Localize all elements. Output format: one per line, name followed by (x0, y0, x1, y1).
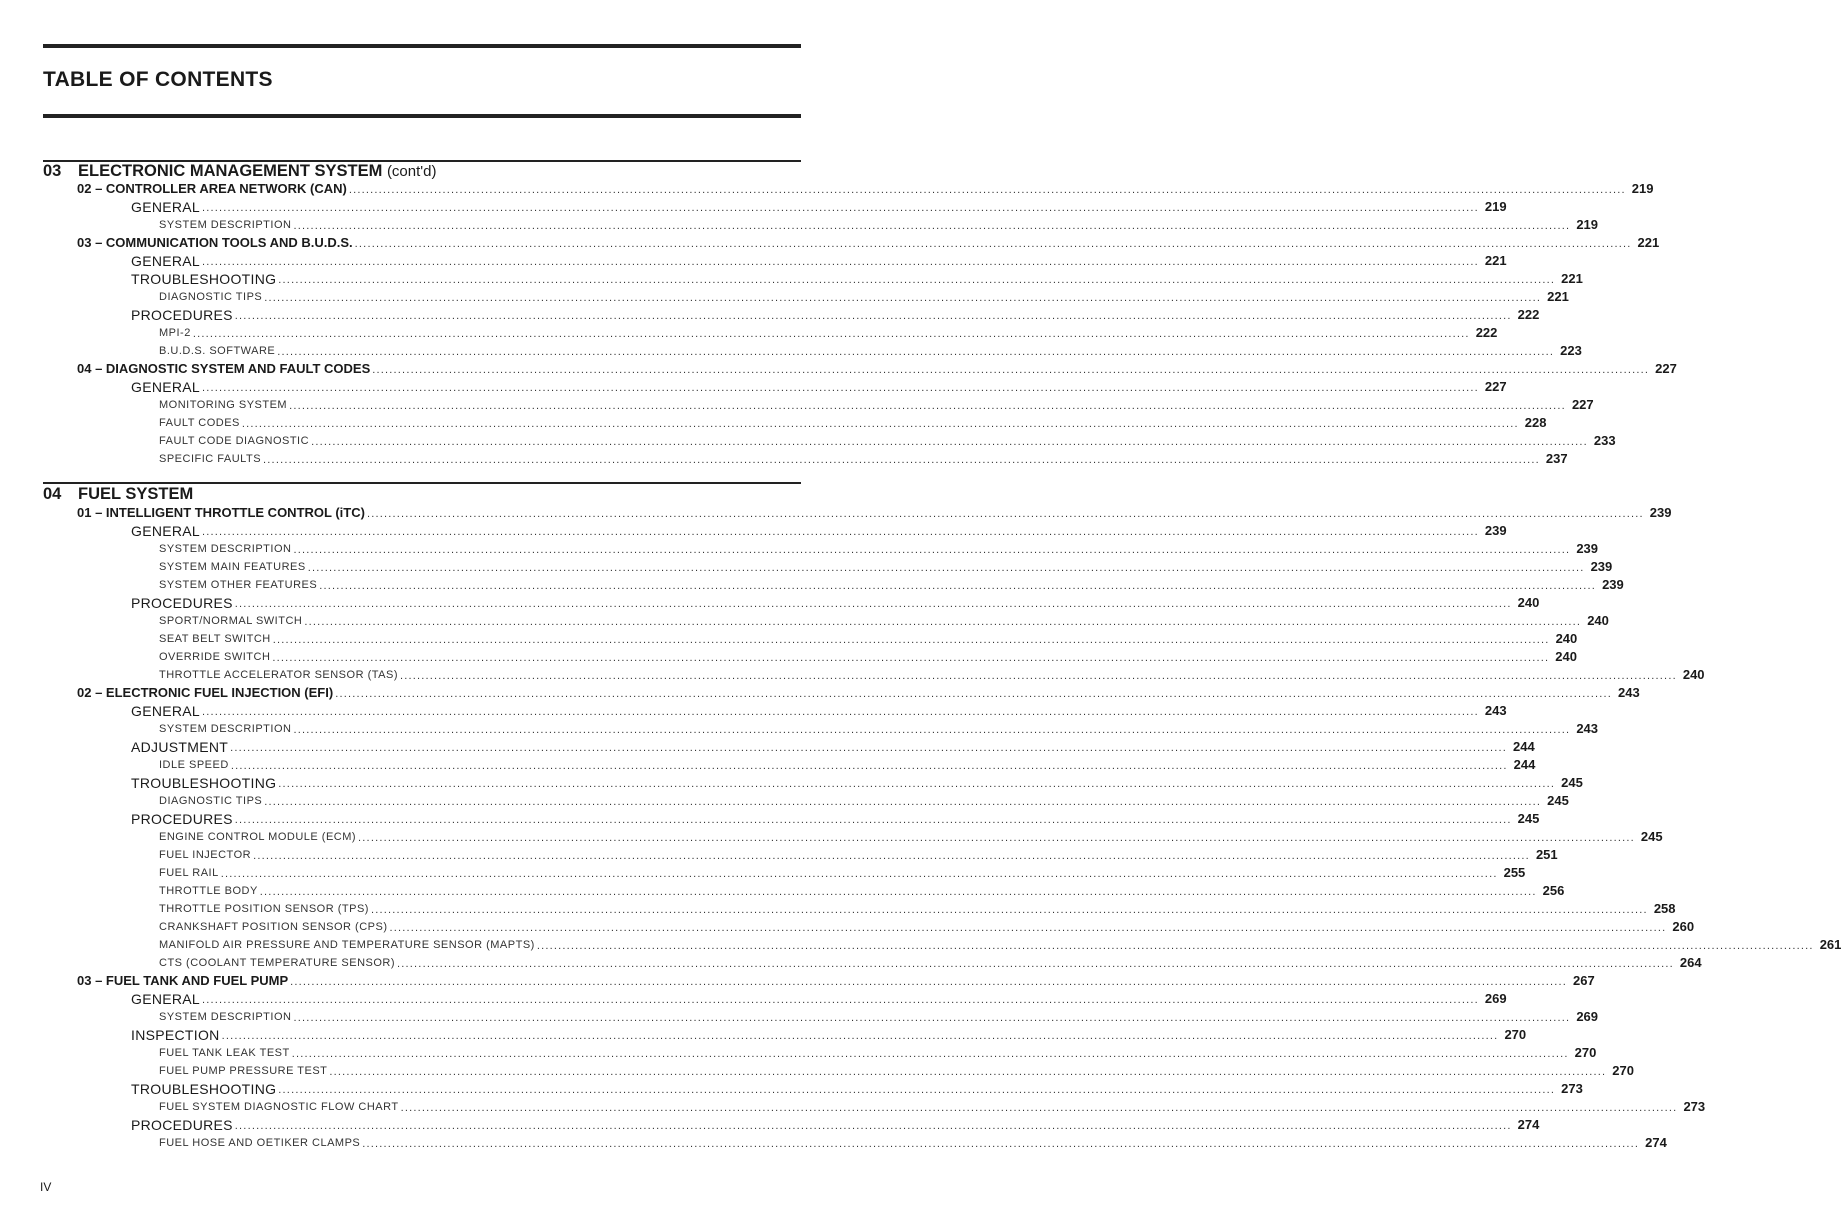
toc-entry-page: 221 (1637, 235, 1660, 250)
toc-entry[interactable] (43, 576, 1624, 594)
dot-leader: ............................................................................................................................................................................................................................................................................................................ (221, 1030, 1499, 1042)
dot-leader: ............................................................................................................................................................................................................................................................................................................ (348, 184, 1626, 196)
toc-entry-label: DIAGNOSTIC TIPS (159, 291, 263, 303)
section-04-rule (43, 482, 801, 484)
toc-entry-label: SPORT/NORMAL SWITCH (159, 615, 303, 627)
toc-entry[interactable] (43, 684, 1640, 702)
toc-entry-label: FUEL RAIL (159, 867, 219, 879)
toc-entry-page: 245 (1547, 793, 1569, 808)
toc-entry-page: 245 (1561, 775, 1583, 790)
toc-entry[interactable] (43, 1116, 1540, 1134)
toc-entry-label: SYSTEM DESCRIPTION (159, 219, 292, 231)
dot-leader: ............................................................................................................................................................................................................................................................................................................ (293, 1012, 1571, 1024)
section-04-heading (43, 485, 193, 504)
toc-entry[interactable] (43, 216, 1599, 234)
toc-entry[interactable] (43, 846, 1558, 864)
toc-entry-page: 221 (1561, 271, 1583, 286)
dot-leader: ............................................................................................................................................................................................................................................................................................................ (335, 688, 1613, 700)
toc-entry[interactable] (43, 288, 1569, 306)
toc-entry-label: SPECIFIC FAULTS (159, 453, 262, 465)
toc-entry-label: B.U.D.S. SOFTWARE (159, 345, 276, 357)
dot-leader: ............................................................................................................................................................................................................................................................................................................ (307, 562, 1585, 574)
toc-entry[interactable] (43, 450, 1568, 468)
dot-leader: ............................................................................................................................................................................................................................................................................................................ (389, 922, 1667, 934)
toc-entry-label: GENERAL (131, 991, 201, 1007)
toc-entry-page: 222 (1517, 307, 1540, 322)
toc-entry[interactable] (43, 774, 1583, 792)
toc-entry-label: 03 – FUEL TANK AND FUEL PUMP (77, 973, 289, 988)
top-rule (43, 44, 801, 48)
toc-entry-page: 221 (1484, 253, 1507, 268)
toc-entry-page: 222 (1475, 325, 1498, 340)
dot-leader: ............................................................................................................................................................................................................................................................................................................ (366, 508, 1644, 520)
toc-entry[interactable] (43, 396, 1594, 414)
page-number: IV (40, 1180, 52, 1194)
toc-entry-label: GENERAL (131, 199, 201, 215)
toc-entry[interactable] (43, 738, 1535, 756)
toc-entry[interactable] (43, 990, 1507, 1008)
dot-leader: ............................................................................................................................................................................................................................................................................................................ (289, 400, 1566, 412)
dot-leader: ............................................................................................................................................................................................................................................................................................................ (293, 220, 1571, 232)
toc-entry-page: 221 (1547, 289, 1569, 304)
toc-entry[interactable] (43, 756, 1536, 774)
toc-entry-label: 03 – COMMUNICATION TOOLS AND B.U.D.S. (77, 235, 353, 250)
toc-entry-label: PROCEDURES (131, 811, 233, 827)
dot-leader: ............................................................................................................................................................................................................................................................................................................ (277, 346, 1555, 358)
dot-leader: ............................................................................................................................................................................................................................................................................................................ (372, 364, 1650, 376)
toc-entry-label: PROCEDURES (131, 595, 233, 611)
toc-entry-page: 273 (1561, 1081, 1583, 1096)
dot-leader: ............................................................................................................................................................................................................................................................................................................ (293, 544, 1571, 556)
dot-leader: ............................................................................................................................................................................................................................................................................................................ (202, 202, 1479, 214)
dot-leader: ............................................................................................................................................................................................................................................................................................................ (290, 976, 1568, 988)
toc-entry[interactable] (43, 594, 1540, 612)
toc-entry-label: FAULT CODE DIAGNOSTIC (159, 435, 310, 447)
toc-entry[interactable] (43, 324, 1498, 342)
toc-entry[interactable] (43, 702, 1507, 720)
toc-entry[interactable] (43, 630, 1578, 648)
toc-entry-label: THROTTLE POSITION SENSOR (TPS) (159, 903, 369, 915)
dot-leader: ............................................................................................................................................................................................................................................................................................................ (202, 526, 1479, 538)
toc-entry-label: INSPECTION (131, 1027, 220, 1043)
toc-entry-label: SYSTEM DESCRIPTION (159, 1011, 292, 1023)
toc-entry-page: 270 (1612, 1063, 1634, 1078)
toc-entry-page: 243 (1576, 721, 1599, 736)
dot-leader: ............................................................................................................................................................................................................................................................................................................ (202, 256, 1479, 268)
toc-entry-label: THROTTLE ACCELERATOR SENSOR (TAS) (159, 669, 398, 681)
toc-entry[interactable] (43, 198, 1507, 216)
dot-leader: ............................................................................................................................................................................................................................................................................................................ (234, 598, 1512, 610)
toc-entry[interactable] (43, 954, 1702, 972)
toc-entry[interactable] (43, 810, 1540, 828)
toc-entry-page: 243 (1484, 703, 1507, 718)
toc-entry[interactable] (43, 414, 1547, 432)
dot-leader: ............................................................................................................................................................................................................................................................................................................ (234, 1120, 1512, 1132)
toc-entry[interactable] (43, 864, 1526, 882)
toc-entry-label: CTS (COOLANT TEMPERATURE SENSOR) (159, 957, 396, 969)
toc-entry-page: 227 (1484, 379, 1507, 394)
toc-entry-label: PROCEDURES (131, 1117, 233, 1133)
dot-leader: ............................................................................................................................................................................................................................................................................................................ (400, 1102, 1678, 1114)
toc-entry-page: 239 (1484, 523, 1507, 538)
toc-entry[interactable] (43, 972, 1595, 990)
toc-entry-page: 239 (1590, 559, 1613, 574)
toc-entry[interactable] (43, 306, 1540, 324)
toc-entry-label: PROCEDURES (131, 307, 233, 323)
toc-entry-page: 264 (1679, 955, 1702, 970)
toc-entry[interactable] (43, 540, 1599, 558)
dot-leader: ............................................................................................................................................................................................................................................................................................................ (329, 1066, 1607, 1078)
dot-leader: ............................................................................................................................................................................................................................................................................................................ (192, 328, 1470, 340)
section-continued-note: (cont'd) (386, 163, 437, 180)
toc-entry-label: ENGINE CONTROL MODULE (ECM) (159, 831, 357, 843)
toc-entry-label: OVERRIDE SWITCH (159, 651, 271, 663)
toc-entry-label: MONITORING SYSTEM (159, 399, 288, 411)
toc-entry-page: 258 (1653, 901, 1676, 916)
toc-entry-label: FUEL SYSTEM DIAGNOSTIC FLOW CHART (159, 1101, 399, 1113)
toc-entry-label: 02 – CONTROLLER AREA NETWORK (CAN) (77, 181, 347, 196)
toc-entry-page: 223 (1560, 343, 1582, 358)
toc-entry[interactable] (43, 1026, 1527, 1044)
dot-leader: ............................................................................................................................................................................................................................................................................................................ (220, 868, 1498, 880)
toc-entry-label: MANIFOLD AIR PRESSURE AND TEMPERATURE SENSOR (MAPTS) (159, 939, 535, 951)
toc-entry-page: 260 (1672, 919, 1695, 934)
section-number: 04 (43, 485, 62, 503)
toc-entry[interactable] (43, 270, 1583, 288)
dot-leader: ............................................................................................................................................................................................................................................................................................................ (278, 778, 1556, 790)
toc-entry-label: CRANKSHAFT POSITION SENSOR (CPS) (159, 921, 388, 933)
toc-entry-page: 227 (1655, 361, 1677, 376)
dot-leader: ............................................................................................................................................................................................................................................................................................................ (202, 382, 1479, 394)
toc-entry-label: 04 – DIAGNOSTIC SYSTEM AND FAULT CODES (77, 361, 371, 376)
toc-entry-page: 269 (1576, 1009, 1599, 1024)
toc-entry-page: 219 (1484, 199, 1507, 214)
toc-entry-label: GENERAL (131, 523, 201, 539)
toc-entry-label: TROUBLESHOOTING (131, 1081, 277, 1097)
toc-entry[interactable] (43, 918, 1695, 936)
toc-entry-label: TROUBLESHOOTING (131, 271, 277, 287)
toc-entry-label: GENERAL (131, 379, 201, 395)
dot-leader: ............................................................................................................................................................................................................................................................................................................ (253, 850, 1530, 862)
dot-leader: ............................................................................................................................................................................................................................................................................................................ (264, 292, 1542, 304)
toc-entry-label: SEAT BELT SWITCH (159, 633, 271, 645)
toc-entry[interactable] (43, 504, 1672, 522)
title-rule (43, 114, 801, 118)
dot-leader: ............................................................................................................................................................................................................................................................................................................ (354, 238, 1632, 250)
toc-entry-page: 240 (1682, 667, 1705, 682)
toc-entry-page: 233 (1593, 433, 1616, 448)
toc-entry[interactable] (43, 1062, 1634, 1080)
toc-entry[interactable] (43, 792, 1569, 810)
toc-entry-label: FUEL PUMP PRESSURE TEST (159, 1065, 328, 1077)
toc-entry-label: FAULT CODES (159, 417, 240, 429)
toc-entry-page: 219 (1576, 217, 1599, 232)
toc-entry-label: ADJUSTMENT (131, 739, 229, 755)
toc-entry-page: 244 (1512, 739, 1535, 754)
toc-entry[interactable] (43, 378, 1507, 396)
section-title: ELECTRONIC MANAGEMENT SYSTEM (78, 162, 383, 180)
dot-leader: ............................................................................................................................................................................................................................................................................................................ (278, 1084, 1556, 1096)
toc-entry-label: FUEL INJECTOR (159, 849, 252, 861)
toc-entry-label: 01 – INTELLIGENT THROTTLE CONTROL (iTC) (77, 505, 365, 520)
dot-leader: ............................................................................................................................................................................................................................................................................................................ (311, 436, 1588, 448)
toc-entry-page: 255 (1503, 865, 1526, 880)
dot-leader: ............................................................................................................................................................................................................................................................................................................ (259, 886, 1537, 898)
toc-entry-page: 240 (1555, 631, 1578, 646)
dot-leader: ............................................................................................................................................................................................................................................................................................................ (263, 454, 1540, 466)
toc-entry-page: 239 (1602, 577, 1624, 592)
toc-entry-page: 269 (1484, 991, 1507, 1006)
toc-entry-page: 228 (1524, 415, 1547, 430)
dot-leader: ............................................................................................................................................................................................................................................................................................................ (264, 796, 1542, 808)
toc-entry-page: 227 (1571, 397, 1594, 412)
toc-entry[interactable] (43, 612, 1609, 630)
dot-leader: ............................................................................................................................................................................................................................................................................................................ (536, 940, 1814, 952)
dot-leader: ............................................................................................................................................................................................................................................................................................................ (230, 760, 1508, 772)
dot-leader: ............................................................................................................................................................................................................................................................................................................ (234, 814, 1512, 826)
toc-entry-page: 270 (1504, 1027, 1527, 1042)
section-number: 03 (43, 162, 62, 180)
toc-entry-label: MPI-2 (159, 327, 191, 339)
dot-leader: ............................................................................................................................................................................................................................................................................................................ (358, 832, 1635, 844)
toc-entry-page: 256 (1542, 883, 1565, 898)
toc-entry[interactable] (43, 180, 1654, 198)
dot-leader: ............................................................................................................................................................................................................................................................................................................ (278, 274, 1556, 286)
toc-entry[interactable] (43, 1098, 1706, 1116)
toc-entry[interactable] (43, 1080, 1583, 1098)
toc-entry-label: DIAGNOSTIC TIPS (159, 795, 263, 807)
dot-leader: ............................................................................................................................................................................................................................................................................................................ (234, 310, 1512, 322)
toc-entry-page: 273 (1683, 1099, 1706, 1114)
toc-entry-page: 274 (1517, 1117, 1540, 1132)
toc-entry[interactable] (43, 522, 1507, 540)
toc-entry-page: 239 (1649, 505, 1672, 520)
toc-entry-page: 237 (1545, 451, 1568, 466)
section-title: FUEL SYSTEM (78, 485, 194, 503)
toc-entry-page: 274 (1645, 1135, 1667, 1150)
toc-entry-label: SYSTEM MAIN FEATURES (159, 561, 306, 573)
toc-entry-page: 270 (1574, 1045, 1597, 1060)
dot-leader: ............................................................................................................................................................................................................................................................................................................ (272, 634, 1550, 646)
toc-entry[interactable] (43, 828, 1663, 846)
dot-leader: ............................................................................................................................................................................................................................................................................................................ (370, 904, 1648, 916)
dot-leader: ............................................................................................................................................................................................................................................................................................................ (230, 742, 1507, 754)
toc-entry-page: 261 (1819, 937, 1841, 952)
toc-entry[interactable] (43, 648, 1577, 666)
toc-entry[interactable] (43, 900, 1676, 918)
toc-entry[interactable] (43, 1044, 1597, 1062)
toc-entry[interactable] (43, 882, 1565, 900)
dot-leader: ............................................................................................................................................................................................................................................................................................................ (202, 994, 1479, 1006)
toc-entry-label: GENERAL (131, 253, 201, 269)
toc-entry-page: 219 (1631, 181, 1654, 196)
toc-entry[interactable] (43, 252, 1507, 270)
toc-entry-label: FUEL TANK LEAK TEST (159, 1047, 290, 1059)
toc-entry-page: 240 (1517, 595, 1540, 610)
dot-leader: ............................................................................................................................................................................................................................................................................................................ (291, 1048, 1569, 1060)
toc-entry[interactable] (43, 1134, 1667, 1152)
dot-leader: ............................................................................................................................................................................................................................................................................................................ (397, 958, 1674, 970)
toc-entry[interactable] (43, 360, 1677, 378)
toc-entry[interactable] (43, 558, 1613, 576)
toc-entry-page: 267 (1573, 973, 1595, 988)
toc-entry-page: 239 (1576, 541, 1599, 556)
dot-leader: ............................................................................................................................................................................................................................................................................................................ (304, 616, 1582, 628)
dot-leader: ............................................................................................................................................................................................................................................................................................................ (319, 580, 1597, 592)
dot-leader: ............................................................................................................................................................................................................................................................................................................ (241, 418, 1519, 430)
toc-entry-label: FUEL HOSE AND OETIKER CLAMPS (159, 1137, 361, 1149)
toc-entry[interactable] (43, 1008, 1599, 1026)
toc-entry-page: 245 (1517, 811, 1540, 826)
toc-entry[interactable] (43, 234, 1660, 252)
toc-entry-page: 251 (1535, 847, 1558, 862)
toc-entry-label: SYSTEM DESCRIPTION (159, 543, 292, 555)
toc-entry-page: 244 (1513, 757, 1536, 772)
toc-entry[interactable] (43, 720, 1599, 738)
toc-entry-label: IDLE SPEED (159, 759, 229, 771)
dot-leader: ............................................................................................................................................................................................................................................................................................................ (293, 724, 1571, 736)
toc-entry-label: GENERAL (131, 703, 201, 719)
page-title: TABLE OF CONTENTS (43, 68, 273, 91)
toc-entry-page: 243 (1618, 685, 1640, 700)
toc-entry[interactable] (43, 936, 1841, 954)
toc-entry[interactable] (43, 432, 1616, 450)
toc-entry-page: 240 (1587, 613, 1609, 628)
toc-entry-label: SYSTEM OTHER FEATURES (159, 579, 318, 591)
dot-leader: ............................................................................................................................................................................................................................................................................................................ (399, 670, 1677, 682)
dot-leader: ............................................................................................................................................................................................................................................................................................................ (272, 652, 1550, 664)
dot-leader: ............................................................................................................................................................................................................................................................................................................ (202, 706, 1479, 718)
toc-entry[interactable] (43, 342, 1582, 360)
toc-entry-label: TROUBLESHOOTING (131, 775, 277, 791)
toc-entry-label: THROTTLE BODY (159, 885, 258, 897)
toc-entry-page: 240 (1555, 649, 1577, 664)
toc-entry-page: 245 (1640, 829, 1663, 844)
toc-entry-label: 02 – ELECTRONIC FUEL INJECTION (EFI) (77, 685, 334, 700)
dot-leader: ............................................................................................................................................................................................................................................................................................................ (362, 1138, 1640, 1150)
toc-entry-label: SYSTEM DESCRIPTION (159, 723, 292, 735)
section-03-heading (43, 162, 437, 181)
toc-entry[interactable] (43, 666, 1705, 684)
